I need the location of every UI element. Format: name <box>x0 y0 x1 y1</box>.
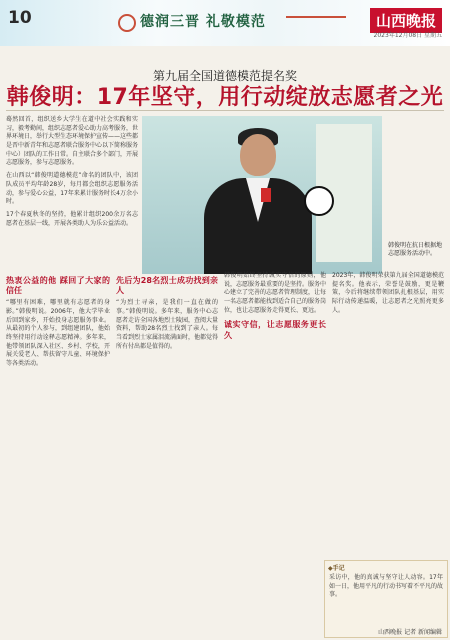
face-shape <box>240 134 276 176</box>
column-title: 德润三晋 礼敬模范 <box>140 14 266 30</box>
panda-mascot-icon <box>304 186 334 216</box>
article-column-2 <box>116 272 218 351</box>
portrait-photo <box>142 116 382 274</box>
subhead-1: 热衷公益的他 踩回了大家的信任 <box>6 276 110 295</box>
page-header <box>0 0 450 46</box>
newspaper-logo: 山西晚报 <box>370 8 442 33</box>
sidebar-text: 采访中，他的真诚与坚守让人动容。17年如一日，他用平凡的行动书写着不平凡的故事。 <box>329 574 444 599</box>
column-4-text: 2023年，韩俊明荣获第九届全国道德模范提名奖。他表示，荣誉是鼓励，更是鞭策，今后将继续带领团队扎根基层，用实际行动传递温暖，让志愿者之光照亮更多人。 <box>332 272 444 314</box>
column-3-text: 韩俊明始终坚持诚实守信的原则，他说，志愿服务最重要的是坚持。服务中心建立了完善的志愿者管理制度，让每一名志愿者都能找到适合自己的服务岗位，也让志愿服务走得更长、更远。 <box>224 272 327 314</box>
lead-body-2: 17个春夏秋冬的坚持，他累计组织200余万名志愿者在基层一线，开展各类助人为乐公益活动。 <box>6 210 138 227</box>
column-1-text: “哪里有困难，哪里就有志愿者的身影。”韩俊明说。2006年，他大学毕业后回到家乡，开始投身志愿服务事业。从最初的个人参与，到组建团队，他始终坚持用行动诠释志愿精神。多年来，他带领团队深入社区、乡村、学校，开展关爱老人、帮扶留守儿童、环境保护等各类活动。 <box>6 299 110 367</box>
lead-intro: 蓦然回首，组织送乡大学生在道中社会实践和实习，毅考勤间，组织志愿者爱心助力高考服务，世界环境日，举行大型生态环境保护宣传——这些都是晋中新青年和志愿者联合服务中心以下简称服务中心）团队的工作日常。自主联合多个部门，开展志愿服务，参与志愿服务。 <box>6 116 139 167</box>
article-kicker: 第九届全国道德模范提名奖 <box>152 69 297 83</box>
article-headline: 韩俊明：17年坚守，用行动绽放志愿者之光 <box>6 85 444 110</box>
article-column-4 <box>332 272 444 315</box>
subhead-3: 诚实守信，让志愿服务更长久 <box>224 320 326 341</box>
header-rule <box>6 110 444 111</box>
page-number: 10 <box>8 8 32 28</box>
byline: 山西晚报 记者 新闻编辑 <box>378 629 442 636</box>
ribbon-badge <box>261 188 271 202</box>
column-decoration-icon <box>118 14 136 32</box>
sidebar-title: ◆手记 <box>328 565 345 572</box>
column-2-text: “为烈士寻亲，是我们一直在做的事。”韩俊明说。多年来，服务中心志愿者走访全国各地烈士陵园，查阅大量资料，帮助28名烈士找到了亲人。每当看到烈士家属泪流满面时，他都觉得所有付出都是值得的。 <box>116 299 219 350</box>
article-column-1 <box>6 272 110 369</box>
photo-caption: 韩俊明在抗日根据地志愿服务活动中。 <box>388 242 443 258</box>
lead-body: 在山西以“韩俊明道德模范”命名的团队中，该团队成员平均年龄28岁，每月都会组织志愿服务活动，参与爱心公益，17年来累计服务时长4万余小时。 <box>6 172 138 206</box>
issue-date: 2023年12月08日 星期五 <box>373 32 442 39</box>
column-divider <box>286 16 346 18</box>
subhead-2: 先后为28名烈士成功找到亲人 <box>116 276 218 295</box>
article-column-3 <box>224 272 326 344</box>
article-lead <box>6 116 138 228</box>
